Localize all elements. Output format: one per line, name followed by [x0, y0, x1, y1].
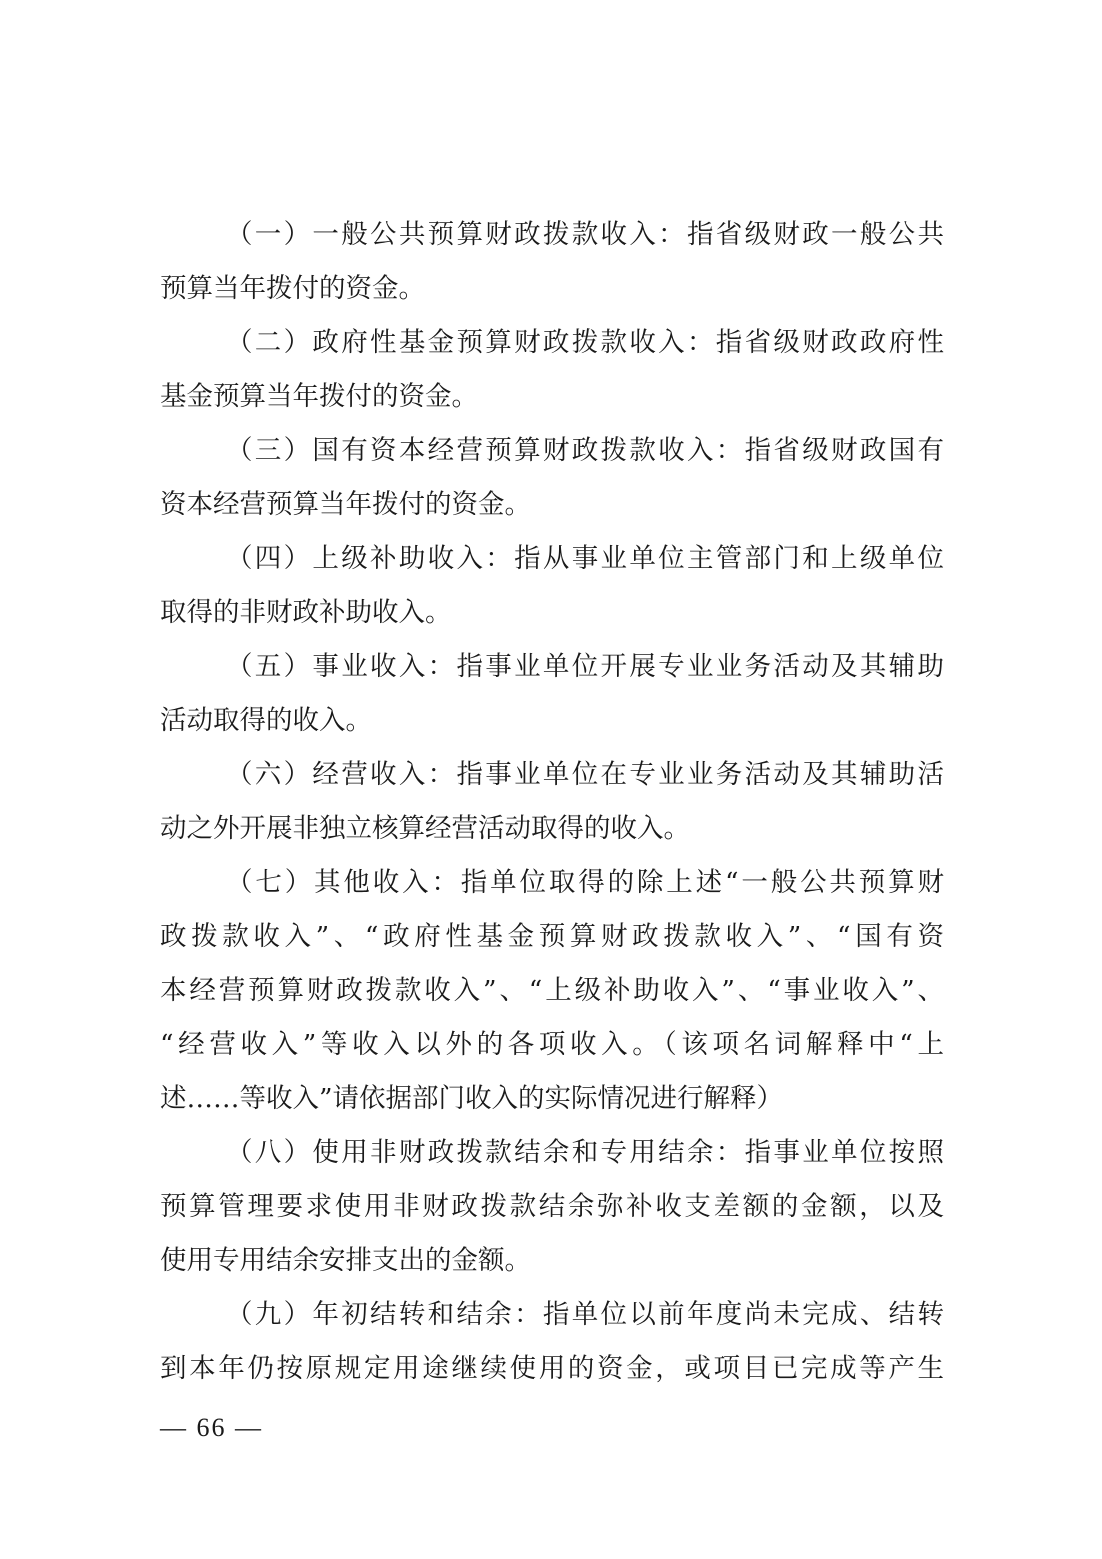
paragraph-8-line-1: （八）使用非财政拨款结余和专用结余：指事业单位按照	[226, 1137, 944, 1168]
paragraph-9-line-1: （九）年初结转和结余：指单位以前年度尚未完成、结转	[226, 1299, 944, 1330]
paragraph-1-line-2: 预算当年拨付的资金。	[160, 273, 425, 304]
paragraph-3-line-1: （三）国有资本经营预算财政拨款收入：指省级财政国有	[226, 435, 944, 466]
paragraph-7-line-1: （七）其他收入：指单位取得的除上述“一般公共预算财	[226, 867, 944, 898]
paragraph-7-line-4: “经营收入”等收入以外的各项收入。（该项名词解释中“上	[160, 1029, 944, 1060]
body-text	[160, 208, 944, 1396]
paragraph-2-line-1: （二）政府性基金预算财政拨款收入：指省级财政政府性	[226, 327, 944, 358]
paragraph-7-line-5: 述……等收入”请依据部门收入的实际情况进行解释）	[160, 1083, 784, 1114]
paragraph-2-line-2: 基金预算当年拨付的资金。	[160, 381, 478, 412]
paragraph-9-line-2: 到本年仍按原规定用途继续使用的资金，或项目已完成等产生	[160, 1353, 944, 1384]
paragraph-3-line-2: 资本经营预算当年拨付的资金。	[160, 489, 531, 520]
paragraph-6-line-1: （六）经营收入：指事业单位在专业业务活动及其辅助活	[226, 759, 944, 790]
paragraph-1-line-1: （一）一般公共预算财政拨款收入：指省级财政一般公共	[226, 219, 944, 250]
paragraph-6-line-2: 动之外开展非独立核算经营活动取得的收入。	[160, 813, 690, 844]
paragraph-5-line-2: 活动取得的收入。	[160, 705, 372, 736]
paragraph-7-line-3: 本经营预算财政拨款收入”、“上级补助收入”、“事业收入”、	[160, 975, 944, 1006]
paragraph-8-line-2: 预算管理要求使用非财政拨款结余弥补收支差额的金额，以及	[160, 1191, 944, 1222]
paragraph-5-line-1: （五）事业收入：指事业单位开展专业业务活动及其辅助	[226, 651, 944, 682]
page-number: — 66 —	[160, 1413, 263, 1442]
paragraph-7-line-2: 政拨款收入”、“政府性基金预算财政拨款收入”、“国有资	[160, 921, 944, 952]
paragraph-4-line-2: 取得的非财政补助收入。	[160, 597, 452, 628]
paragraph-8-line-3: 使用专用结余安排支出的金额。	[160, 1245, 531, 1276]
paragraph-4-line-1: （四）上级补助收入：指从事业单位主管部门和上级单位	[226, 543, 944, 574]
